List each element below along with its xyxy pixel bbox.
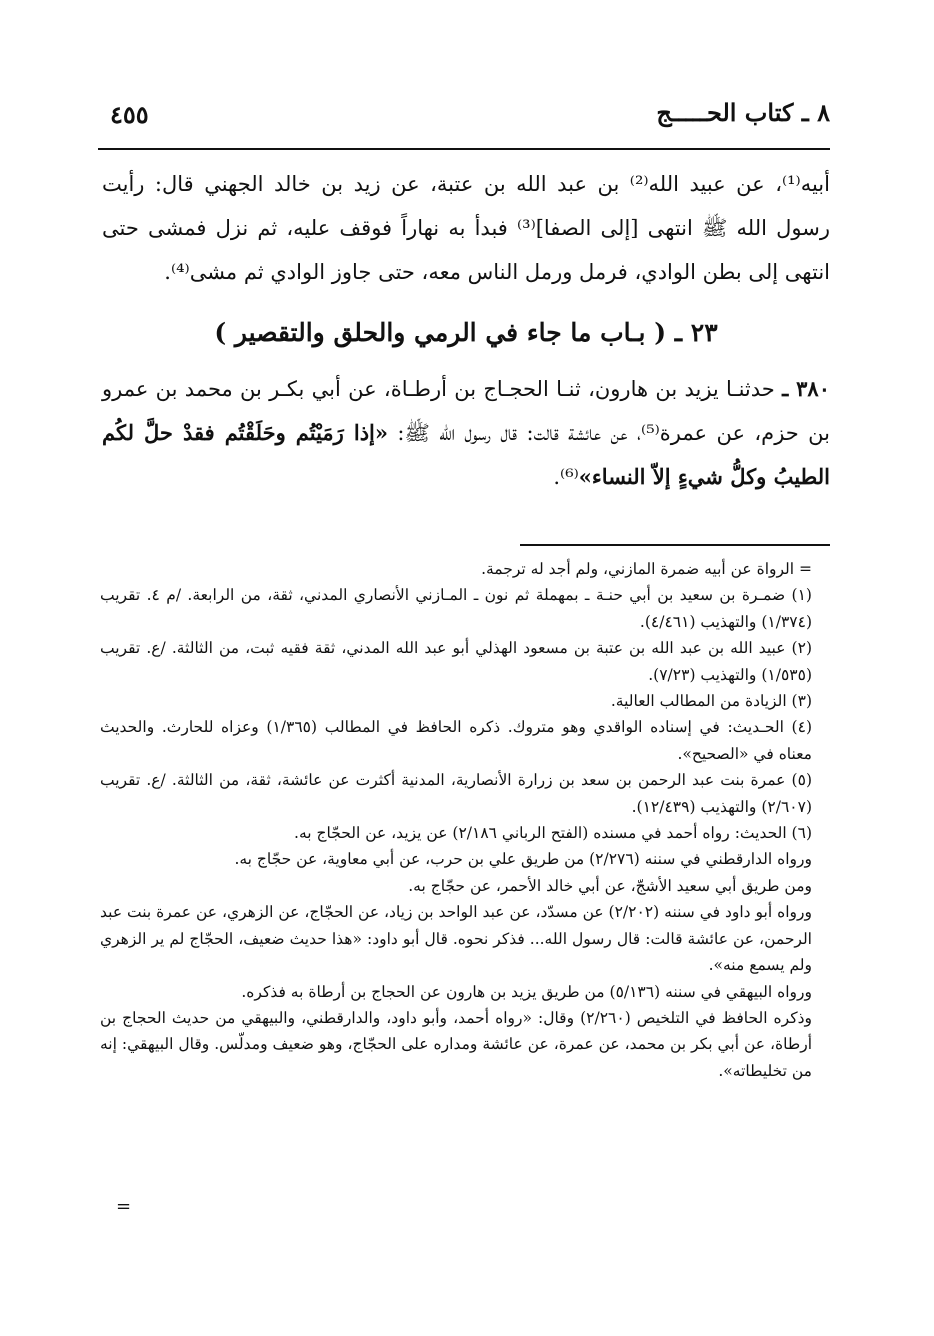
footnote-item: ورواه الدارقطني في سننه (٢/٢٧٦) من طريق علي بن حرب، عن أبي معاوية، عن حجّاج به.: [234, 850, 812, 869]
intro-paragraph: أبيه⁽¹⁾، عن عبيد الله⁽²⁾ بن عبد الله بن عتبة، عن زيد بن خالد الجهني قال: رأيت رسول الله ﷺ انتهى [إلى الصفا]⁽³⁾ فبدأ به نهاراً فوقف عليه، ثم نزل فمشى حتى انتهى إلى بطن الوادي، فرمل ورمل الناس معه، حتى جاوز الوادي ثم مشى⁽⁴⁾.: [102, 172, 830, 284]
hadith-number: ٣٨٠ ـ: [782, 376, 830, 401]
hadith-text: حدثنـا يزيد بن هارون، ثنـا الحجـاج بن أرطـاة، عن أبي بكـر بن محمد بن عمرو بن حزم، عن عمرة⁽⁵⁾، عن عائشة قالت: قال رسول الله ﷺ:: [102, 377, 831, 445]
footnotes: [100, 556, 834, 1084]
continuation-mark: =: [116, 1196, 132, 1217]
footnote-item: (٥) عمرة بنت عبد الرحمن بن سعد بن زرارة الأنصارية، المدنية أكثرت عن عائشة، ثقة، من الثالثة. /ع. تقريب (٢/٦٠٧) والتهذيب (١٢/٤٣٩).: [100, 771, 812, 816]
running-header: [110, 98, 830, 138]
hadith-quote: «إذا رَمَيْتُم وحَلَقْتُم فقدْ حلَّ لكُم الطيبُ وكلُّ شيءٍ إلاّ النساء»: [102, 420, 830, 489]
footnote-item: (٢) عبيد الله بن عبد الله بن عتبة بن مسعود الهذلي أبو عبد الله المدني، ثقة فقيه ثبت، من الثالثة. /ع. تقريب (١/٥٣٥) والتهذيب (٧/٢٣).: [100, 639, 812, 684]
section-heading: ٢٣ ـ ( بـاب ما جاء في الرمي والحلق والتقصير ): [214, 318, 718, 347]
footnote-item: (١) ضمـرة بن سعيد بن أبي حنـة ـ بمهملة ثم نون ـ المـازني الأنصاري المدني، ثقة، من الرابعة. /م ٤. تقريب (١/٣٧٤) والتهذيب (٤/٤٦١).: [100, 586, 812, 631]
footnote-item: (٤) الحـديث: في إسناده الواقدي وهو متروك. ذكره الحافظ في المطالب (١/٣٦٥) وعزاه للحارث. والحديث معناه في «الصحيح».: [100, 718, 812, 763]
page-header: [110, 98, 830, 138]
header-rule: [98, 148, 830, 150]
footnote-item: (٣) الزيادة من المطالب العالية.: [610, 692, 812, 711]
footnote-item: ومن طريق أبي سعيد الأشجّ، عن أبي خالد الأحمر، عن حجّاج به.: [408, 876, 812, 895]
hadith-paragraph: [102, 367, 830, 499]
footnote-item: ورواه أبو داود في سننه (٢/٢٠٢) عن مسدّد، عن عبد الواحد بن زياد، عن الحجّاج، عن الزهري، عن عمرة بنت عبد الرحمن، عن عائشة قالت: قال رسول الله... فذكر نحوه. قال أبو داود: «هذا حديث ضعيف، الحجّاج لم ير الزهري ولم يسمع منه».: [100, 903, 812, 975]
footnote-item: وذكره الحافظ في التلخيص (٢/٢٦٠) وقال: «رواه أحمد، وأبو داود، والدارقطني، والبيهقي من حديث الحجاج بن أرطاة، عن أبي بكر بن محمد، عن عمرة، عن عائشة ومداره على الحجّاج، وهو ضعيف ومدلّس. وقال البيهقي: إنه من تخليطاته».: [100, 1008, 812, 1080]
chapter-title: ٨ ـ كتاب الحـــــج: [656, 98, 830, 127]
footnote-item: (٦) الحديث: رواه أحمد في مسنده (الفتح الرباني ٢/١٨٦) عن يزيد، عن الحجّاج به.: [294, 824, 812, 843]
hadith-end: ⁽⁶⁾.: [553, 465, 579, 489]
footnote-item: = الرواة عن أبيه ضمرة المازني، ولم أجد له ترجمة.: [481, 560, 812, 578]
main-text: [102, 162, 830, 499]
footnote-separator: [520, 544, 830, 546]
footnote-item: ورواه البيهقي في سننه (٥/١٣٦) من طريق يزيد بن هارون عن الحجاج بن أرطاة به فذكره.: [241, 982, 812, 1001]
page-number: ٤٥٥: [110, 100, 149, 129]
